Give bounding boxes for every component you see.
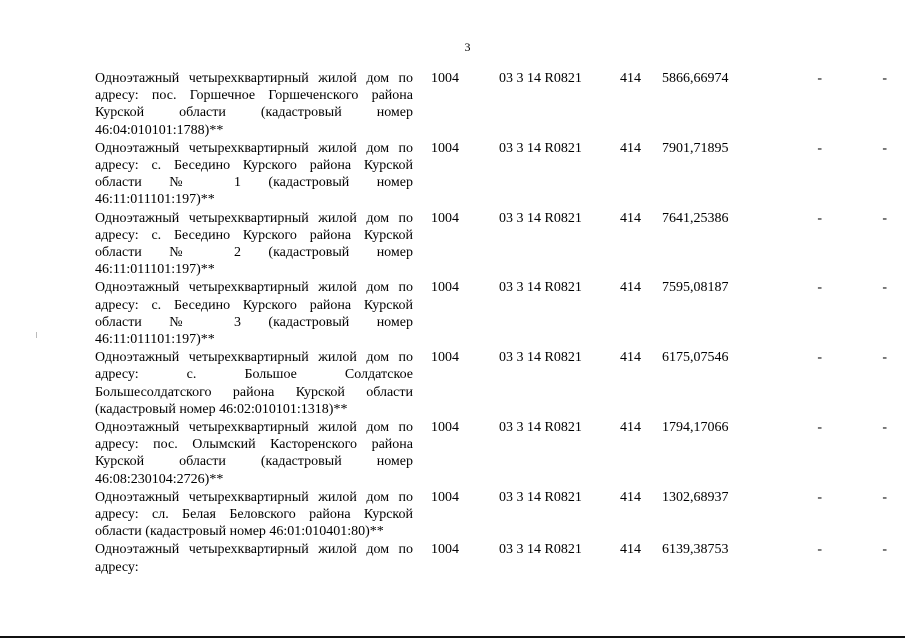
expense-type-code: 414 [620, 280, 641, 296]
amount-value: 1302,68937 [662, 489, 729, 505]
dash-cell: - [817, 71, 822, 86]
section-code: 1004 [431, 140, 459, 156]
description-line: адресу: с. Большое Солдатское [95, 367, 413, 383]
description-line: адресу: пос. Олымский Касторенского района [95, 437, 413, 453]
description-line: 46:04:010101:1788)** [95, 122, 224, 138]
dash-cell: - [817, 420, 822, 436]
description-line: адресу: с. Беседино Курского района Курской [95, 158, 413, 174]
section-code: 1004 [431, 210, 459, 226]
description-line: Курской области (кадастровый номер [95, 105, 413, 121]
description-line: области № 2 (кадастровый номер [95, 245, 413, 261]
dash-cell: - [882, 140, 887, 156]
expense-type-code: 414 [620, 71, 641, 86]
dash-cell: - [882, 280, 887, 296]
bottom-rule [0, 636, 905, 638]
description-line: адресу: сл. Белая Беловского района Курской [95, 507, 413, 523]
description-line: адресу: [95, 559, 139, 575]
object-description [95, 349, 413, 419]
description-line: Одноэтажный четырехквартирный жилой дом по [95, 210, 413, 226]
object-description [95, 419, 413, 489]
dash-cell: - [882, 71, 887, 86]
amount-value: 7641,25386 [662, 210, 729, 226]
description-line: области № 3 (кадастровый номер [95, 314, 413, 330]
object-description [95, 489, 413, 542]
table-row [95, 541, 887, 576]
description-line: адресу: пос. Горшечное Горшеченского района [95, 88, 413, 104]
description-line: области № 1 (кадастровый номер [95, 175, 413, 191]
dash-cell: - [817, 489, 822, 505]
amount-value: 7595,08187 [662, 280, 729, 296]
table-row [95, 140, 887, 210]
section-code: 1004 [431, 542, 459, 558]
dash-cell: - [882, 542, 887, 558]
expense-type-code: 414 [620, 489, 641, 505]
expense-type-code: 414 [620, 420, 641, 436]
dash-cell: - [882, 210, 887, 226]
target-article-code: 03 3 14 R0821 [499, 420, 582, 436]
object-description [95, 279, 413, 349]
section-code: 1004 [431, 489, 459, 505]
table-row [95, 279, 887, 349]
description-line: области (кадастровый номер 46:01:010401:80)** [95, 524, 384, 540]
target-article-code: 03 3 14 R0821 [499, 140, 582, 156]
dash-cell: - [817, 140, 822, 156]
description-line: Одноэтажный четырехквартирный жилой дом по [95, 280, 413, 296]
description-line: 46:11:011101:197)** [95, 332, 215, 348]
target-article-code: 03 3 14 R0821 [499, 350, 582, 366]
table-body [95, 70, 887, 577]
object-description [95, 70, 413, 140]
margin-mark [36, 332, 37, 338]
page-number: 3 [464, 40, 471, 54]
expense-type-code: 414 [620, 210, 641, 226]
dash-cell: - [882, 420, 887, 436]
description-line: Одноэтажный четырехквартирный жилой дом по [95, 71, 413, 86]
budget-table [95, 70, 887, 577]
target-article-code: 03 3 14 R0821 [499, 542, 582, 558]
description-line: Одноэтажный четырехквартирный жилой дом по [95, 140, 413, 156]
table-row [95, 419, 887, 489]
target-article-code: 03 3 14 R0821 [499, 71, 582, 86]
dash-cell: - [817, 350, 822, 366]
table-row [95, 210, 887, 280]
amount-value: 5866,66974 [662, 71, 729, 86]
dash-cell: - [882, 489, 887, 505]
section-code: 1004 [431, 71, 459, 86]
object-description [95, 541, 413, 576]
description-line: адресу: с. Беседино Курского района Курской [95, 297, 413, 313]
expense-type-code: 414 [620, 350, 641, 366]
target-article-code: 03 3 14 R0821 [499, 280, 582, 296]
table-row [95, 70, 887, 140]
object-description [95, 210, 413, 280]
description-line: Одноэтажный четырехквартирный жилой дом по [95, 420, 413, 436]
dash-cell: - [817, 210, 822, 226]
description-line: Одноэтажный четырехквартирный жилой дом по [95, 542, 413, 558]
description-line: 46:11:011101:197)** [95, 192, 215, 208]
description-line: 46:08:230104:2726)** [95, 471, 224, 487]
amount-value: 1794,17066 [662, 420, 729, 436]
description-line: Одноэтажный четырехквартирный жилой дом по [95, 489, 413, 505]
section-code: 1004 [431, 350, 459, 366]
expense-type-code: 414 [620, 140, 641, 156]
table-row [95, 489, 887, 542]
section-code: 1004 [431, 280, 459, 296]
target-article-code: 03 3 14 R0821 [499, 489, 582, 505]
description-line: Большесолдатского района Курской области [95, 384, 413, 400]
target-article-code: 03 3 14 R0821 [499, 210, 582, 226]
description-line: Одноэтажный четырехквартирный жилой дом по [95, 350, 413, 366]
description-line: 46:11:011101:197)** [95, 262, 215, 278]
amount-value: 6175,07546 [662, 350, 729, 366]
section-code: 1004 [431, 420, 459, 436]
amount-value: 7901,71895 [662, 140, 729, 156]
dash-cell: - [817, 280, 822, 296]
description-line: Курской области (кадастровый номер [95, 454, 413, 470]
table-row [95, 349, 887, 419]
dash-cell: - [817, 542, 822, 558]
description-line: адресу: с. Беседино Курского района Курской [95, 227, 413, 243]
object-description [95, 140, 413, 210]
amount-value: 6139,38753 [662, 542, 729, 558]
description-line: (кадастровый номер 46:02:010101:1318)** [95, 401, 348, 417]
expense-type-code: 414 [620, 542, 641, 558]
dash-cell: - [882, 350, 887, 366]
